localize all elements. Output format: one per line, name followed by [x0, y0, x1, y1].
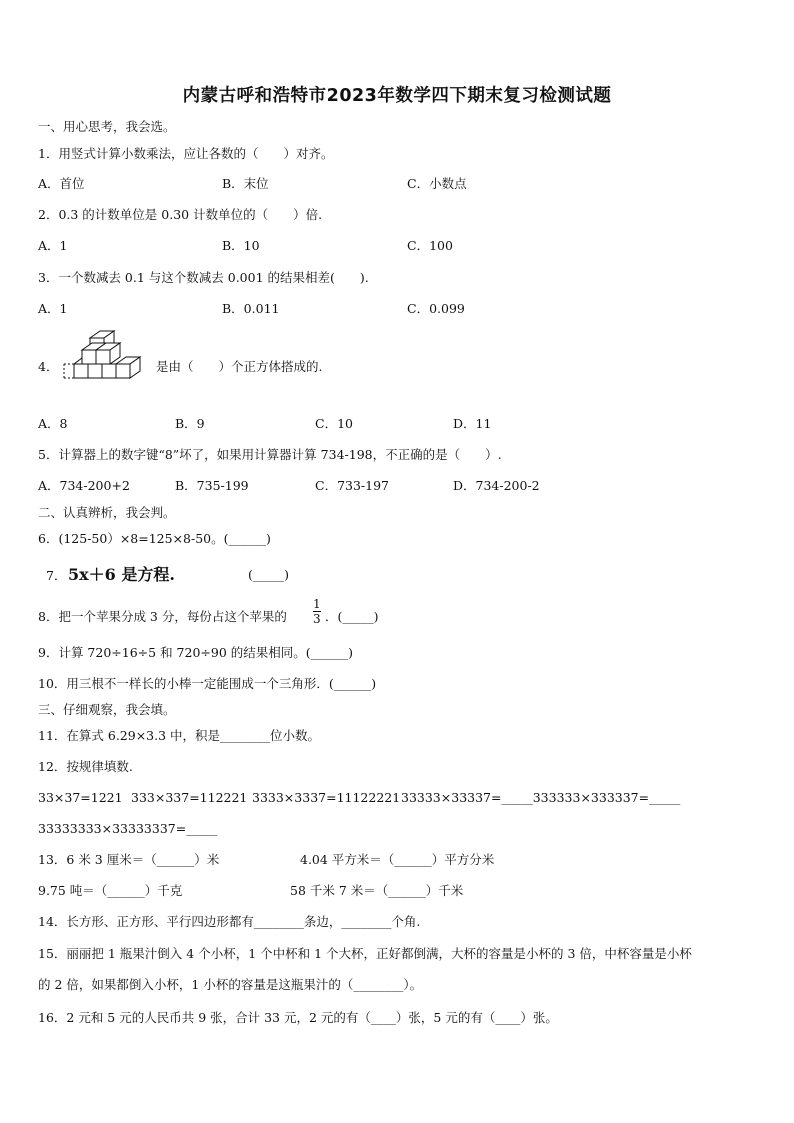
question-13-part-c: 9.75 吨＝（______）千克: [38, 883, 183, 898]
question-5-option-a: A．734-200+2: [38, 478, 130, 493]
section-heading-choice: 一、用心思考，我会选。: [38, 119, 176, 134]
question-3-option-b: B．0.011: [222, 301, 280, 316]
question-16: 16．2 元和 5 元的人民币共 9 张，合计 33 元，2 元的有（____）张，5 元的有（____）张。: [38, 1010, 558, 1025]
question-13-part-a: 13．6 米 3 厘米＝（______）米: [38, 852, 220, 867]
question-4-stem: 是由（ ）个正方体搭成的.: [156, 359, 323, 374]
question-5-option-d: D．734-200-2: [453, 478, 540, 493]
question-8-blank: ．(_____): [325, 609, 379, 624]
page-title: 内蒙古呼和浩特市2023年数学四下期末复习检测试题: [182, 86, 612, 106]
question-13-part-d: 58 千米 7 米＝（______）千米: [290, 883, 464, 898]
question-7-blank: (_____): [248, 567, 290, 582]
question-6: 6．(125-50）×8=125×8-50。(______): [38, 531, 271, 546]
section-heading-fill: 三、仔细观察，我会填。: [38, 702, 176, 717]
fraction-denominator: 3: [313, 612, 321, 626]
fraction-one-third: [313, 598, 321, 625]
question-3-option-a: A．1: [38, 301, 68, 316]
cube-stack-figure: [60, 328, 150, 386]
question-5-stem: 5．计算器上的数字键“8”坏了，如果用计算器计算 734-198，不正确的是（ ）.: [38, 447, 502, 462]
question-4-option-d: D．11: [453, 416, 492, 431]
question-4-option-a: A．8: [38, 416, 68, 431]
question-11: 11．在算式 6.29×3.3 中，积是________位小数。: [38, 728, 321, 743]
question-12-stem: 12．按规律填数.: [38, 759, 133, 774]
question-14: 14．长方形、正方形、平行四边形都有________条边，________个角.: [38, 914, 421, 929]
question-5-option-c: C．733-197: [315, 478, 390, 493]
question-1-option-b: B．末位: [222, 176, 269, 191]
question-12-expr-4: 33333×33337=_____333333×333337=_____: [401, 790, 681, 805]
question-8-text: 8．把一个苹果分成 3 分，每份占这个苹果的: [38, 609, 287, 624]
question-15-line-2: 的 2 倍，如果都倒入小杯，1 小杯的容量是这瓶果汁的（________）。: [38, 977, 423, 992]
question-1-option-c: C．小数点: [407, 176, 467, 191]
question-12-expr-5: 33333333×33333337=_____: [38, 821, 218, 836]
question-12-expr-2: 333×337=112221: [131, 790, 248, 805]
question-2-option-a: A．1: [38, 238, 68, 253]
question-2-stem: 2．0.3 的计数单位是 0.30 计数单位的（ ）倍.: [38, 207, 323, 222]
question-7-number: 7．: [46, 568, 67, 583]
question-4-option-c: C．10: [315, 416, 353, 431]
question-13-part-b: 4.04 平方米＝（______）平方分米: [300, 852, 495, 867]
question-5-option-b: B．735-199: [175, 478, 249, 493]
question-3-option-c: C．0.099: [407, 301, 465, 316]
question-4-number: 4．: [38, 359, 59, 374]
question-1-option-a: A．首位: [38, 176, 85, 191]
question-3-stem: 3．一个数减去 0.1 与这个数减去 0.001 的结果相差( ).: [38, 270, 369, 285]
question-10: 10．用三根不一样长的小棒一定能围成一个三角形．(______): [38, 676, 377, 691]
question-12-expr-3: 3333×3337=11122221: [252, 790, 401, 805]
question-4-option-b: B．9: [175, 416, 205, 431]
question-9: 9．计算 720÷16÷5 和 720÷90 的结果相同。(______): [38, 645, 354, 660]
question-2-option-c: C．100: [407, 238, 453, 253]
question-1-stem: 1．用竖式计算小数乘法，应让各数的（ ）对齐。: [38, 146, 334, 161]
fraction-numerator: 1: [313, 597, 321, 611]
question-2-option-b: B．10: [222, 238, 260, 253]
question-15-line-1: 15．丽丽把 1 瓶果汁倒入 4 个小杯，1 个中杯和 1 个大杯，正好都倒满，大杯的容量是小杯的 3 倍，中杯容量是小杯: [38, 946, 692, 961]
question-7-expression: 5x＋6 是方程.: [68, 565, 175, 584]
section-heading-judge: 二、认真辨析，我会判。: [38, 505, 176, 520]
question-12-expr-1: 33×37=1221: [38, 790, 123, 805]
